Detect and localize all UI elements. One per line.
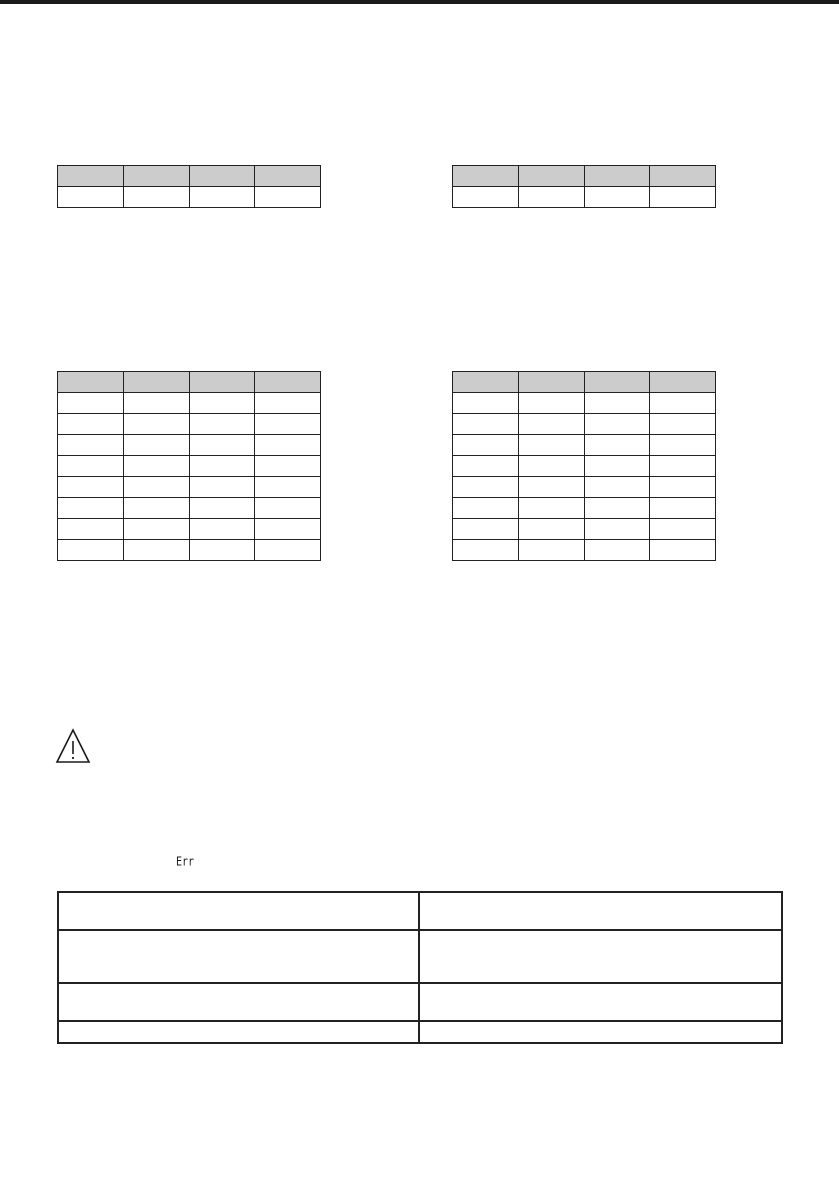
- table-row: [453, 414, 716, 435]
- table-cell: [255, 435, 321, 456]
- table-cell: [650, 456, 716, 477]
- table-cell: [189, 519, 255, 540]
- table-row: [58, 540, 321, 561]
- table-row: [453, 477, 716, 498]
- table-cell: [518, 519, 584, 540]
- table-header-cell: [650, 372, 716, 393]
- table-header-cell: [518, 372, 584, 393]
- table-cell: [123, 187, 189, 208]
- table-cell: [123, 498, 189, 519]
- table-cell: [453, 498, 519, 519]
- table-cell: [584, 393, 650, 414]
- small-table-left: [57, 165, 321, 208]
- table-cell: [650, 477, 716, 498]
- table-header-cell: [255, 372, 321, 393]
- table-cell: [584, 498, 650, 519]
- error-code-cell: [58, 983, 419, 1021]
- table-row: [58, 477, 321, 498]
- table-row: [58, 414, 321, 435]
- error-code-cell: [58, 930, 419, 983]
- table-row: [58, 456, 321, 477]
- table-row: [58, 498, 321, 519]
- table-cell: [189, 540, 255, 561]
- table-cell: [518, 477, 584, 498]
- error-code-table: [57, 891, 783, 1044]
- error-description-cell: [419, 983, 782, 1021]
- table-cell: [650, 519, 716, 540]
- table-row: [58, 187, 321, 208]
- table-cell: [584, 456, 650, 477]
- table-cell: [453, 435, 519, 456]
- table-cell: [584, 435, 650, 456]
- table-cell: [650, 540, 716, 561]
- table-cell: [518, 435, 584, 456]
- table-cell: [453, 187, 519, 208]
- table-row: [58, 435, 321, 456]
- table-cell: [518, 187, 584, 208]
- table-cell: [650, 435, 716, 456]
- small-table-right: [452, 165, 716, 208]
- table-cell: [189, 414, 255, 435]
- table-header-cell: [58, 166, 124, 187]
- table-header-cell: [123, 166, 189, 187]
- table-header-row: [453, 166, 716, 187]
- table-cell: [189, 393, 255, 414]
- table-cell: [255, 456, 321, 477]
- table-header-cell: [584, 372, 650, 393]
- table-cell: [189, 477, 255, 498]
- table-row: [453, 498, 716, 519]
- table-header-cell: [189, 372, 255, 393]
- error-table-row: [58, 930, 782, 983]
- error-code-cell: [58, 892, 419, 930]
- error-description-cell: [419, 1021, 782, 1043]
- table-cell: [123, 477, 189, 498]
- table-row: [58, 519, 321, 540]
- table-cell: [123, 456, 189, 477]
- table-cell: [518, 456, 584, 477]
- table-header-cell: [58, 372, 124, 393]
- table-row: [58, 393, 321, 414]
- table-cell: [650, 498, 716, 519]
- table-cell: [189, 456, 255, 477]
- table-cell: [584, 540, 650, 561]
- table-cell: [189, 187, 255, 208]
- table-cell: [123, 435, 189, 456]
- table-cell: [123, 393, 189, 414]
- table-cell: [189, 498, 255, 519]
- table-cell: [453, 414, 519, 435]
- table-cell: [58, 477, 124, 498]
- table-row: [453, 393, 716, 414]
- table-cell: [650, 393, 716, 414]
- table-cell: [123, 519, 189, 540]
- table-cell: [255, 393, 321, 414]
- table-cell: [189, 435, 255, 456]
- table-header-cell: [189, 166, 255, 187]
- table-cell: [584, 519, 650, 540]
- error-table-row: [58, 892, 782, 930]
- large-table-left: [57, 371, 321, 561]
- table-header-cell: [123, 372, 189, 393]
- table-cell: [58, 393, 124, 414]
- table-cell: [255, 519, 321, 540]
- top-rule: [0, 0, 839, 4]
- table-header-cell: [584, 166, 650, 187]
- error-code-cell: [58, 1021, 419, 1043]
- table-header-cell: [650, 166, 716, 187]
- table-header-cell: [453, 166, 519, 187]
- table-row: [453, 187, 716, 208]
- table-cell: [518, 540, 584, 561]
- table-cell: [453, 540, 519, 561]
- table-cell: [518, 414, 584, 435]
- table-cell: [255, 414, 321, 435]
- table-cell: [650, 414, 716, 435]
- table-cell: [58, 187, 124, 208]
- table-cell: [584, 187, 650, 208]
- table-cell: [58, 540, 124, 561]
- table-header-cell: [453, 372, 519, 393]
- table-header-cell: [518, 166, 584, 187]
- table-row: [453, 519, 716, 540]
- table-header-row: [58, 166, 321, 187]
- table-cell: [255, 187, 321, 208]
- err-display-label: Err: [176, 855, 195, 870]
- table-cell: [58, 414, 124, 435]
- table-cell: [255, 498, 321, 519]
- table-cell: [650, 187, 716, 208]
- table-row: [453, 540, 716, 561]
- table-header-row: [58, 372, 321, 393]
- table-header-cell: [255, 166, 321, 187]
- table-cell: [255, 477, 321, 498]
- table-cell: [58, 456, 124, 477]
- error-table-row: [58, 1021, 782, 1043]
- large-table-right: [452, 371, 716, 561]
- table-cell: [518, 393, 584, 414]
- table-cell: [453, 456, 519, 477]
- error-description-cell: [419, 892, 782, 930]
- table-header-row: [453, 372, 716, 393]
- table-cell: [453, 519, 519, 540]
- table-row: [453, 435, 716, 456]
- table-cell: [453, 477, 519, 498]
- table-cell: [584, 414, 650, 435]
- table-cell: [518, 498, 584, 519]
- table-cell: [58, 519, 124, 540]
- table-cell: [453, 393, 519, 414]
- table-cell: [255, 540, 321, 561]
- table-cell: [123, 540, 189, 561]
- table-cell: [584, 477, 650, 498]
- error-table-row: [58, 983, 782, 1021]
- table-cell: [123, 414, 189, 435]
- warning-triangle-icon: [55, 728, 91, 764]
- error-description-cell: [419, 930, 782, 983]
- table-row: [453, 456, 716, 477]
- table-cell: [58, 498, 124, 519]
- table-cell: [58, 435, 124, 456]
